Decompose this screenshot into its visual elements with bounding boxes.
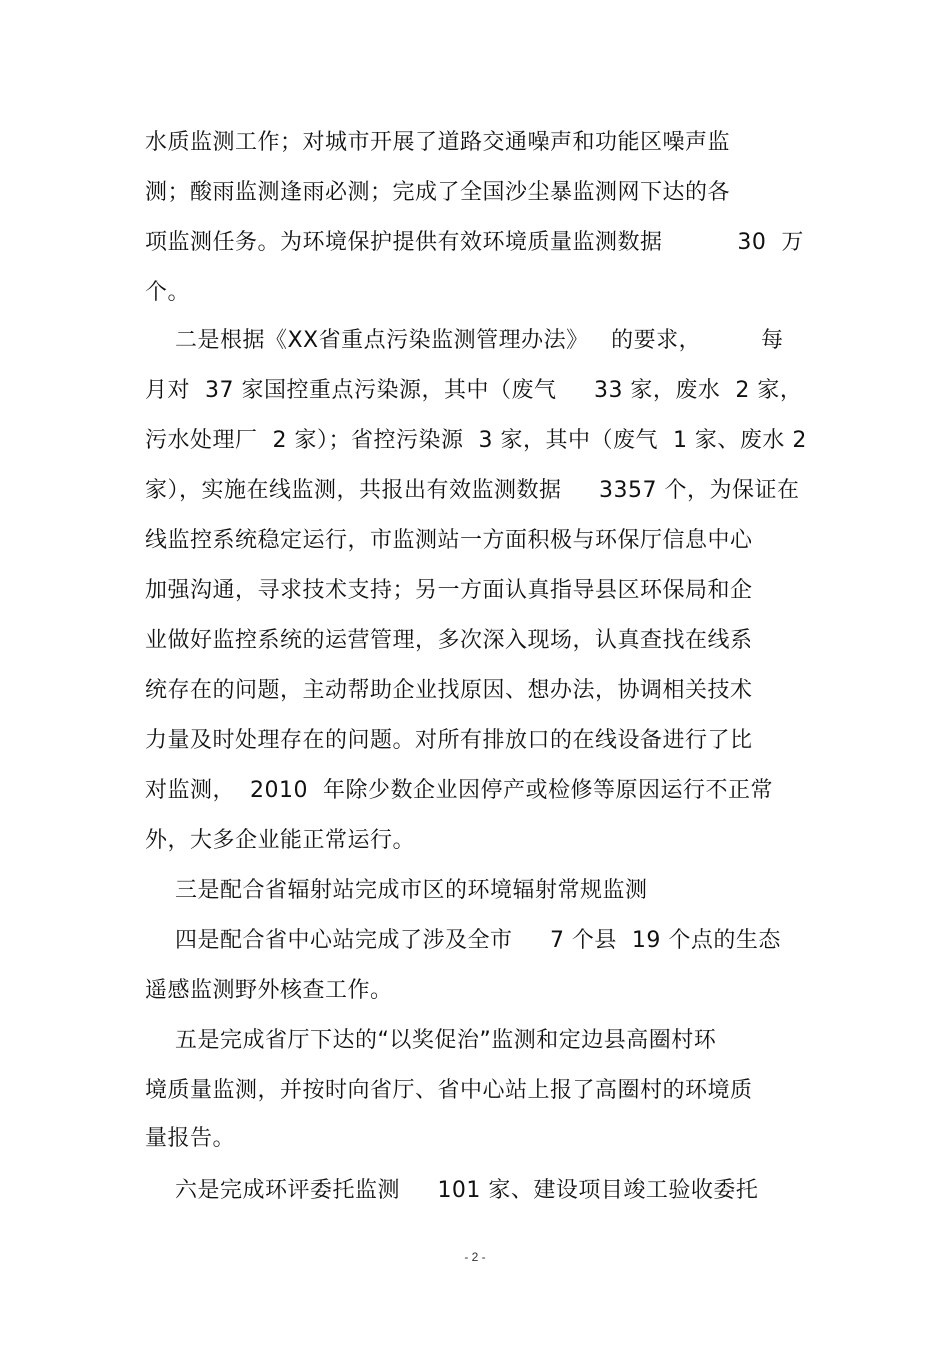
text-line: 对监测， 2010 年除少数企业因停产或检修等原因运行不正常 xyxy=(145,778,773,803)
text-line: 污水处理厂 2 家）；省控污染源 3 家，其中（废气 1 家、废水 2 xyxy=(145,428,807,453)
page-number: - 2 - xyxy=(464,1250,486,1264)
text-line: 量报告。 xyxy=(145,1126,236,1151)
text-line: 力量及时处理存在的问题。对所有排放口的在线设备进行了比 xyxy=(145,728,753,753)
text-line: 加强沟通，寻求技术支持；另一方面认真指导县区环保局和企 xyxy=(145,578,753,603)
text-line: 线监控系统稳定运行，市监测站一方面积极与环保厅信息中心 xyxy=(145,528,753,553)
text-line: 遥感监测野外核查工作。 xyxy=(145,978,393,1003)
text-line: 六是完成环评委托监测 101 家、建设项目竣工验收委托 xyxy=(145,1178,759,1203)
text-line: 三是配合省辐射站完成市区的环境辐射常规监测 xyxy=(145,878,648,903)
text-line: 统存在的问题，主动帮助企业找原因、想办法，协调相关技术 xyxy=(145,678,753,703)
text-line: 月对 37 家国控重点污染源，其中（废气 33 家，废水 2 家， xyxy=(145,378,803,403)
text-line: 项监测任务。为环境保护提供有效环境质量监测数据 30 万 xyxy=(145,230,804,255)
text-line: 境质量监测，并按时向省厅、省中心站上报了高圈村的环境质 xyxy=(145,1078,753,1103)
text-line: 业做好监控系统的运营管理，多次深入现场，认真查找在线系 xyxy=(145,628,753,653)
text-line: 测；酸雨监测逢雨必测；完成了全国沙尘暴监测网下达的各 xyxy=(145,180,731,205)
text-line: 家），实施在线监测，共报出有效监测数据 3357 个，为保证在 xyxy=(145,478,800,503)
text-line: 五是完成省厅下达的“以奖促治”监测和定边县高圈村环 xyxy=(145,1028,717,1053)
text-line: 四是配合省中心站完成了涉及全市 7 个县 19 个点的生态 xyxy=(145,928,781,953)
text-line: 水质监测工作；对城市开展了道路交通噪声和功能区噪声监 xyxy=(145,130,731,155)
text-line: 个。 xyxy=(145,280,191,305)
text-line: 外，大多企业能正常运行。 xyxy=(145,828,416,853)
text-line: 二是根据《XX省重点污染监测管理办法》 的要求， 每 xyxy=(145,328,784,353)
